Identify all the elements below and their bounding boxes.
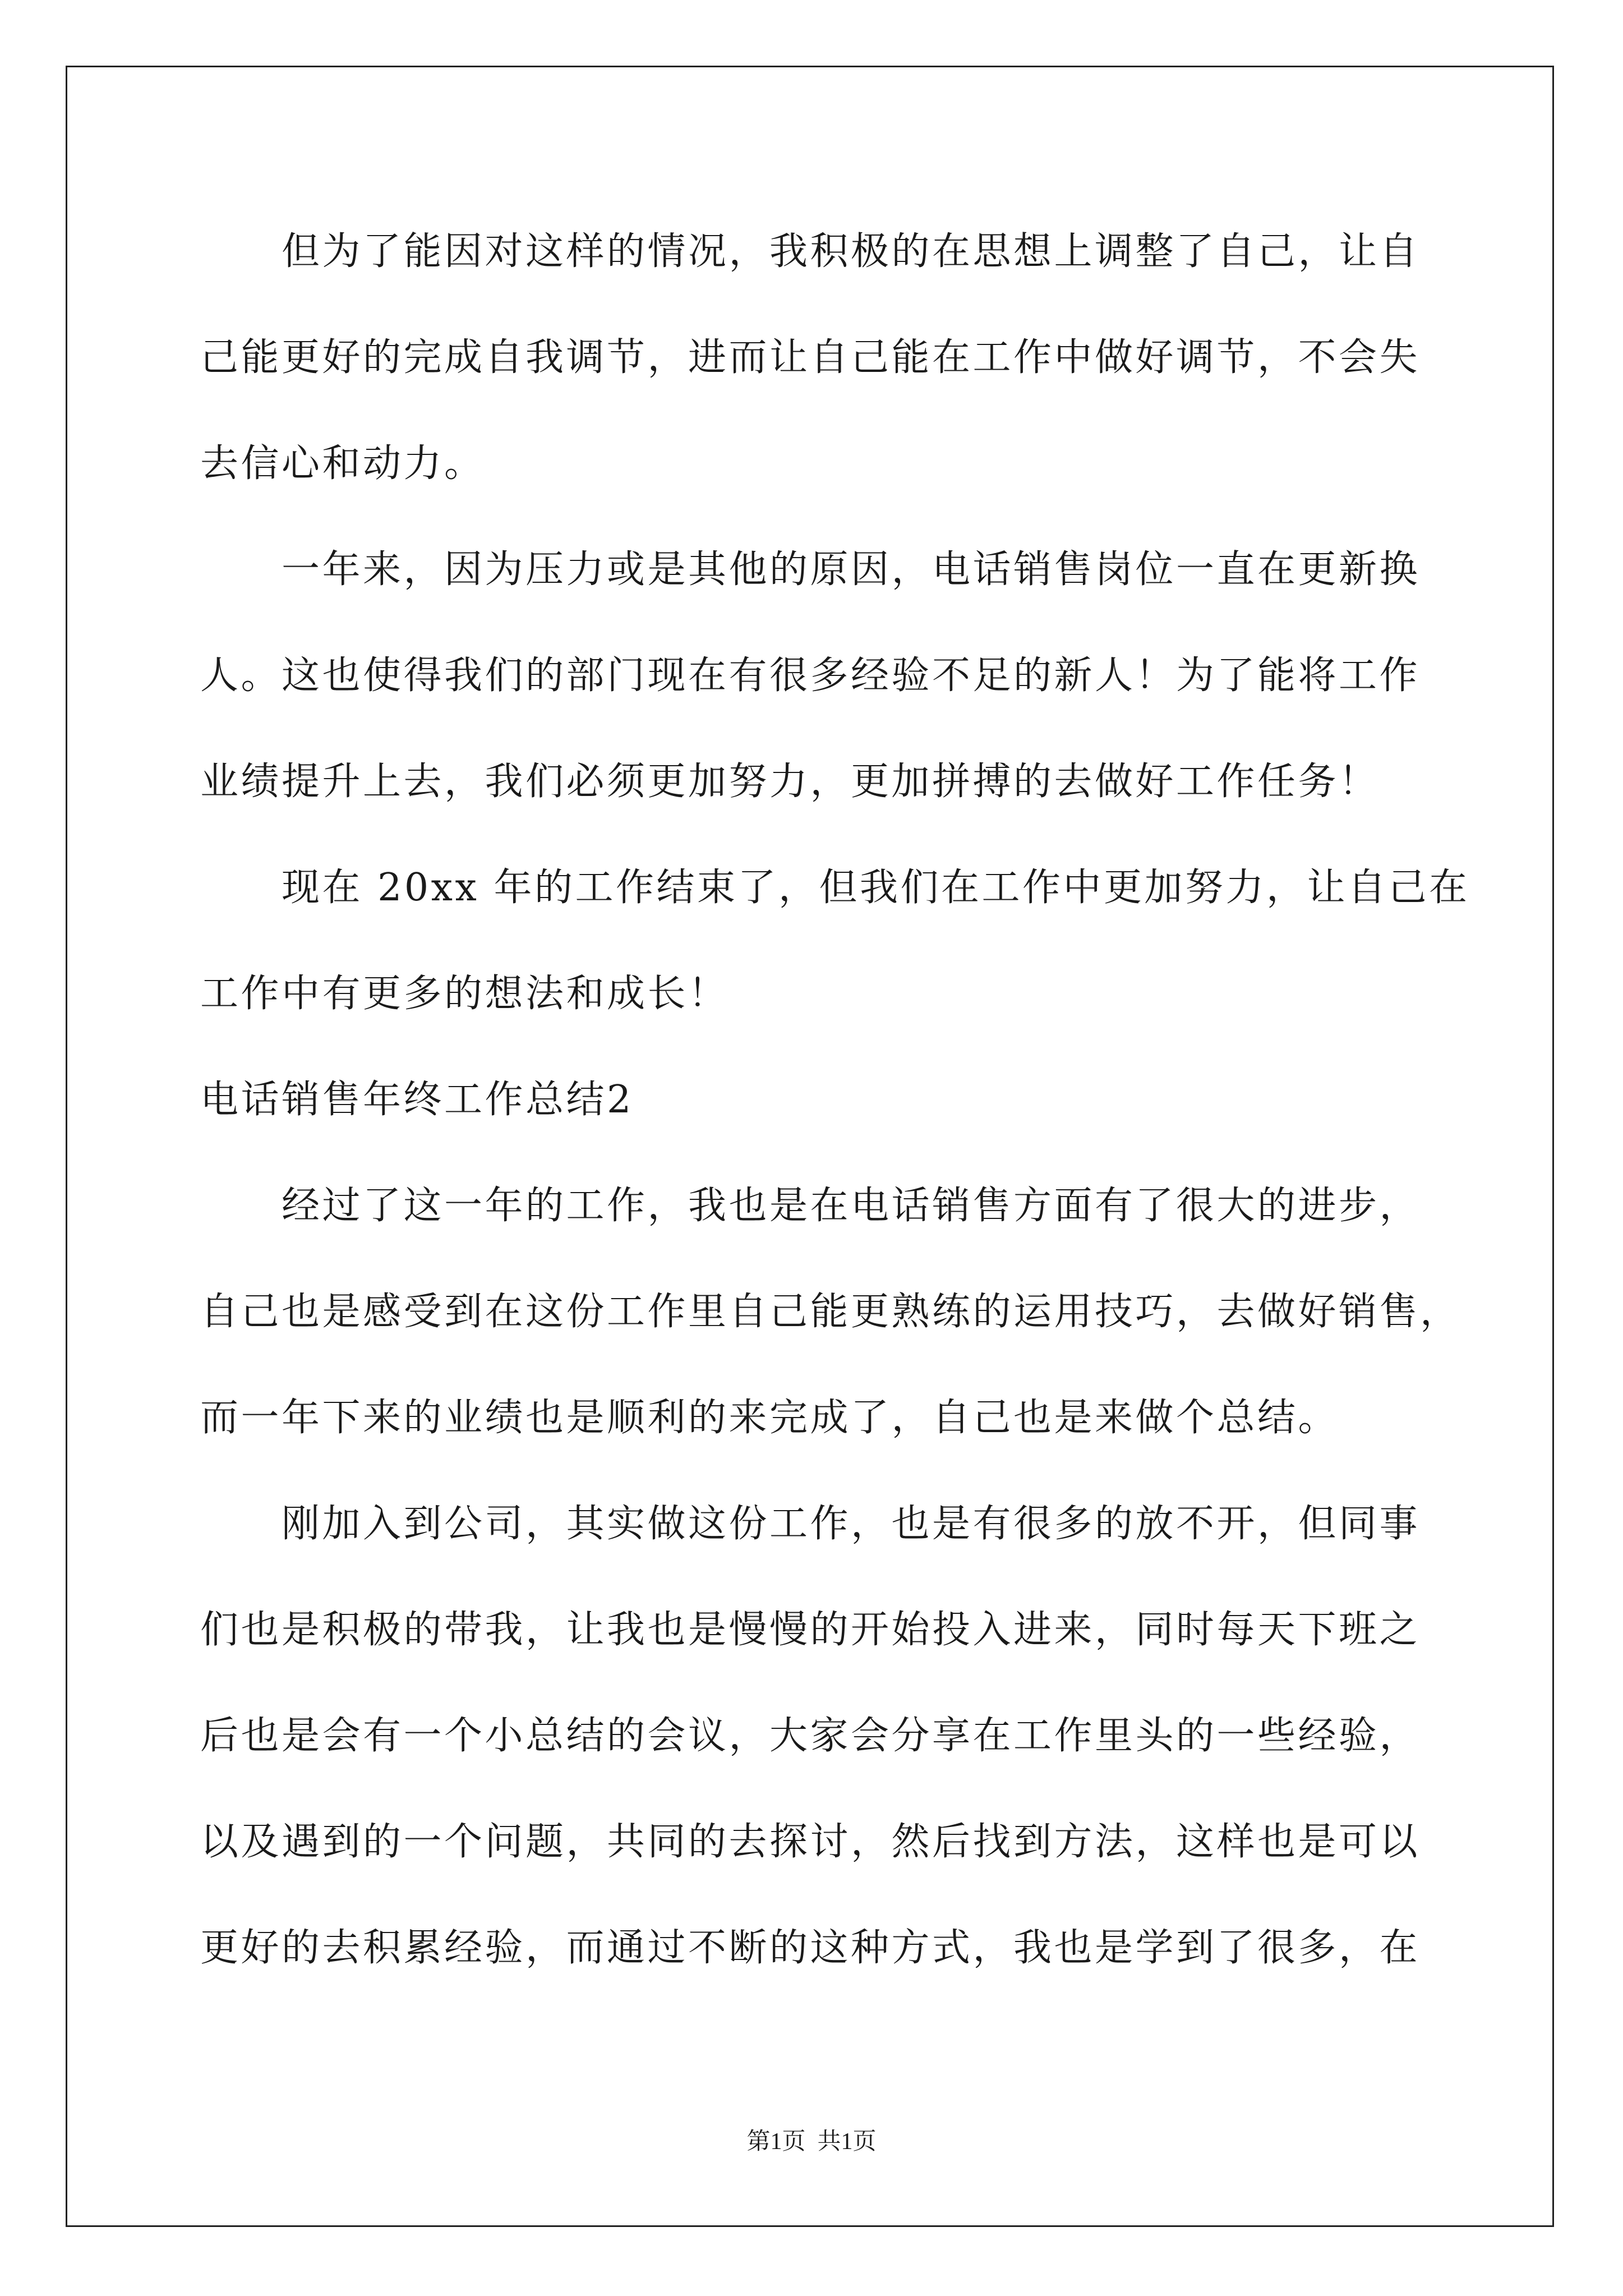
text-line: 而一年下来的业绩也是顺利的来完成了，自己也是来做个总结。 [200,1396,1339,1440]
text-line: 但为了能因对这样的情况，我积极的在思想上调整了自己，让自 [282,229,1421,274]
text-line: 业绩提升上去，我们必须更加努力，更加拼搏的去做好工作任务！ [200,760,1380,804]
text-line: 后也是会有一个小总结的会议，大家会分享在工作里头的一些经验， [200,1714,1421,1758]
section-title: 电话销售年终工作总结2 [200,1078,634,1122]
text-line: 们也是积极的带我，让我也是慢慢的开始投入进来，同时每天下班之 [200,1608,1421,1652]
text-line: 己能更好的完成自我调节，进而让自己能在工作中做好调节，不会失 [200,335,1421,380]
paragraph [200,199,1468,517]
text-line: 刚加入到公司，其实做这份工作，也是有很多的放不开，但同事 [282,1502,1421,1546]
text-line: 人。这也使得我们的部门现在有很多经验不足的新人！为了能将工作 [200,654,1421,698]
text-line: 现在 20xx 年的工作结束了，但我们在工作中更加努力，让自己在 [282,866,1470,910]
text-line: 经过了这一年的工作，我也是在电话销售方面有了很大的进步， [282,1184,1421,1228]
text-line: 以及遇到的一个问题，共同的去探讨，然后找到方法，这样也是可以 [200,1820,1421,1864]
text-line: 自己也是感受到在这份工作里自己能更熟练的运用技巧，去做好销售， [200,1290,1461,1334]
text-line: 更好的去积累经验，而通过不断的这种方式，我也是学到了很多，在 [200,1926,1421,1970]
text-line: 一年来，因为压力或是其他的原因，电话销售岗位一直在更新换 [282,547,1421,592]
paragraph [200,835,1468,1047]
paragraph [200,1471,1468,2001]
text-line: 工作中有更多的想法和成长！ [200,972,729,1016]
text-line: 去信心和动力。 [200,441,485,486]
paragraph [200,1153,1468,1471]
document-body [200,199,1468,2001]
page-number-footer: 第1页 共1页 [746,2129,877,2155]
paragraph [200,517,1468,835]
